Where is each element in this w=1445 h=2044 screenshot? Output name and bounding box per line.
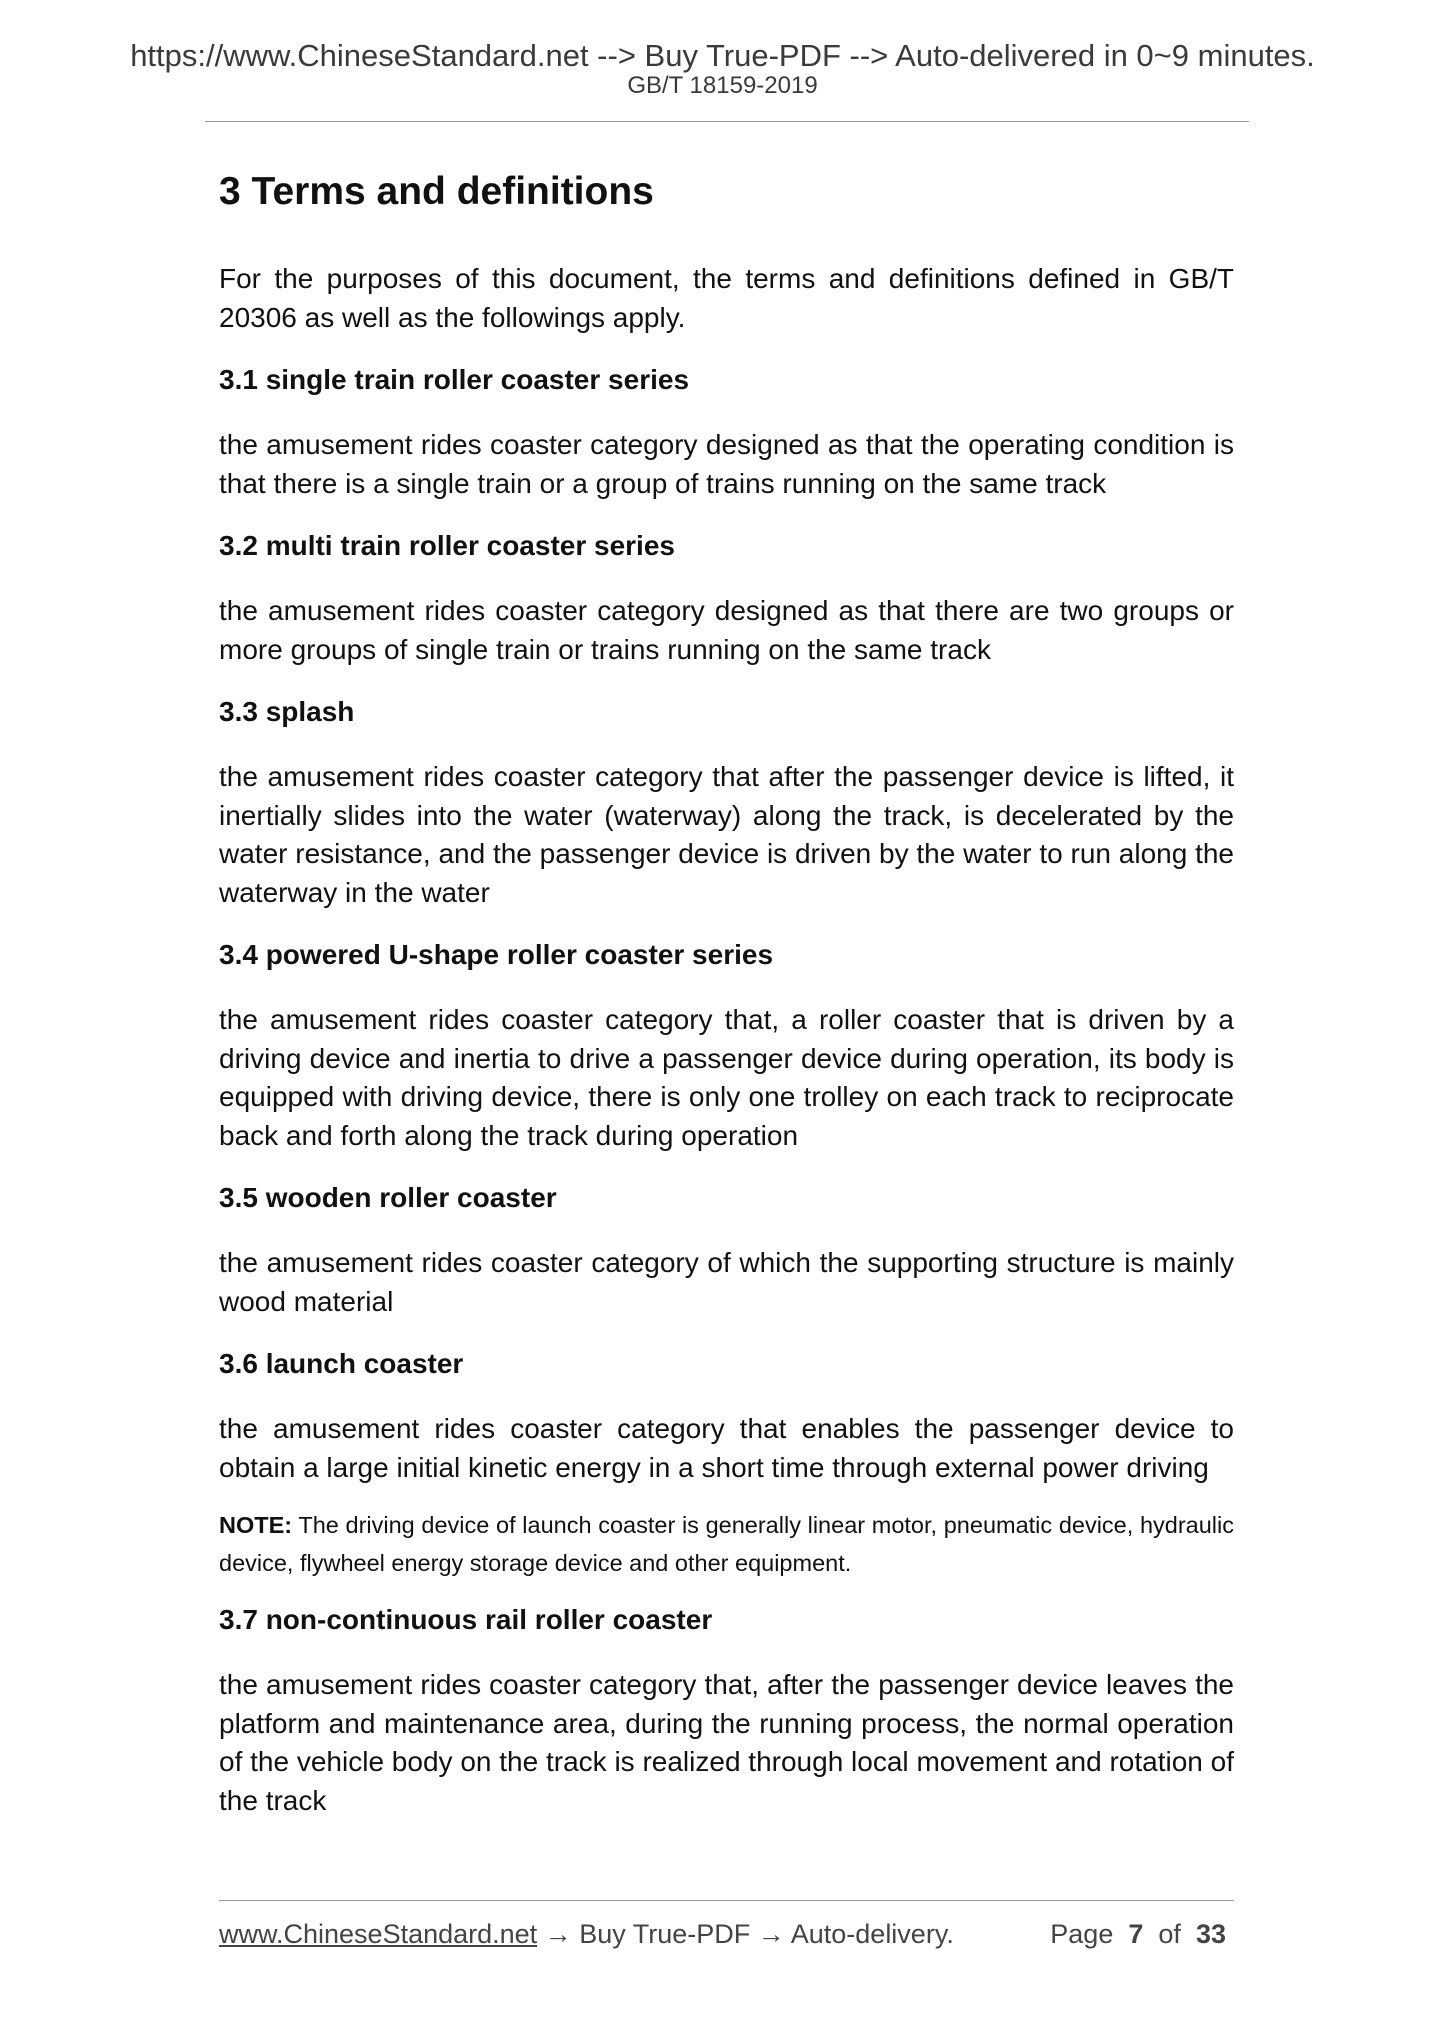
term-heading-3-5: 3.5 wooden roller coaster bbox=[219, 1182, 557, 1213]
term-heading-3-1: 3.1 single train roller coaster series bbox=[219, 364, 690, 395]
page-number bbox=[1050, 1919, 1226, 1950]
term-definition-3-6: the amusement rides coaster category that enables the passenger device to obtain a large initial kinetic energy in a short time through external power driving bbox=[219, 1413, 1234, 1483]
term-definition-3-3: the amusement rides coaster category that after the passenger device is lifted, it inertially slides into the water (waterway) along the track, is decelerated by the water resistance, and the passenger device is driven by the water to run along the waterway in the water bbox=[219, 761, 1234, 908]
of-word: of bbox=[1158, 1919, 1181, 1949]
term-definition-3-2: the amusement rides coaster category designed as that there are two groups or more groups of single train or trains running on the same track bbox=[219, 595, 1234, 665]
term-heading-3-2: 3.2 multi train roller coaster series bbox=[219, 530, 675, 561]
document-code: GB/T 18159-2019 bbox=[627, 72, 818, 99]
term-definition-3-1: the amusement rides coaster category designed as that the operating condition is that there is a single train or a group of trains running on the same track bbox=[219, 429, 1234, 499]
term-definition-3-5: the amusement rides coaster category of which the supporting structure is mainly wood material bbox=[219, 1247, 1234, 1317]
page-content bbox=[219, 168, 1234, 1845]
term-definition-3-7: the amusement rides coaster category that, after the passenger device leaves the platform and maintenance area, during the running process, the normal operation of the vehicle body on the track is realized through local movement and rotation of the track bbox=[219, 1669, 1234, 1816]
term-heading-3-3: 3.3 splash bbox=[219, 696, 355, 727]
section-intro: For the purposes of this document, the terms and definitions defined in GB/T 20306 as well as the followings apply. bbox=[219, 263, 1234, 333]
header-divider bbox=[205, 121, 1249, 122]
note-label: NOTE: bbox=[219, 1512, 293, 1538]
footer-tagline: → Buy True-PDF → Auto-delivery. bbox=[537, 1919, 954, 1949]
term-note-3-6 bbox=[219, 1506, 1234, 1582]
page-word: Page bbox=[1050, 1919, 1114, 1949]
term-heading-3-6: 3.6 launch coaster bbox=[219, 1348, 464, 1379]
section-title: 3 Terms and definitions bbox=[219, 170, 654, 213]
term-heading-3-4: 3.4 powered U-shape roller coaster series bbox=[219, 939, 774, 970]
term-definition-3-4: the amusement rides coaster category that, a roller coaster that is driven by a driving device and inertia to drive a passenger device during operation, its body is equipped with driving device, there is only one trolley on each track to reciprocate back and forth along the track during operation bbox=[219, 1004, 1234, 1151]
footer-divider bbox=[219, 1900, 1234, 1901]
note-text: The driving device of launch coaster is generally linear motor, pneumatic device, hydraulic device, flywheel energy storage device and other equipment. bbox=[219, 1512, 1234, 1576]
site-link[interactable]: www.ChineseStandard.net bbox=[219, 1919, 538, 1949]
page-current: 7 bbox=[1128, 1919, 1144, 1949]
term-heading-3-7: 3.7 non-continuous rail roller coaster bbox=[219, 1604, 713, 1635]
footer-source bbox=[219, 1919, 954, 1950]
page-total: 33 bbox=[1195, 1919, 1226, 1949]
source-banner: https://www.ChineseStandard.net --> Buy True-PDF --> Auto-delivered in 0~9 minutes. bbox=[130, 38, 1315, 73]
